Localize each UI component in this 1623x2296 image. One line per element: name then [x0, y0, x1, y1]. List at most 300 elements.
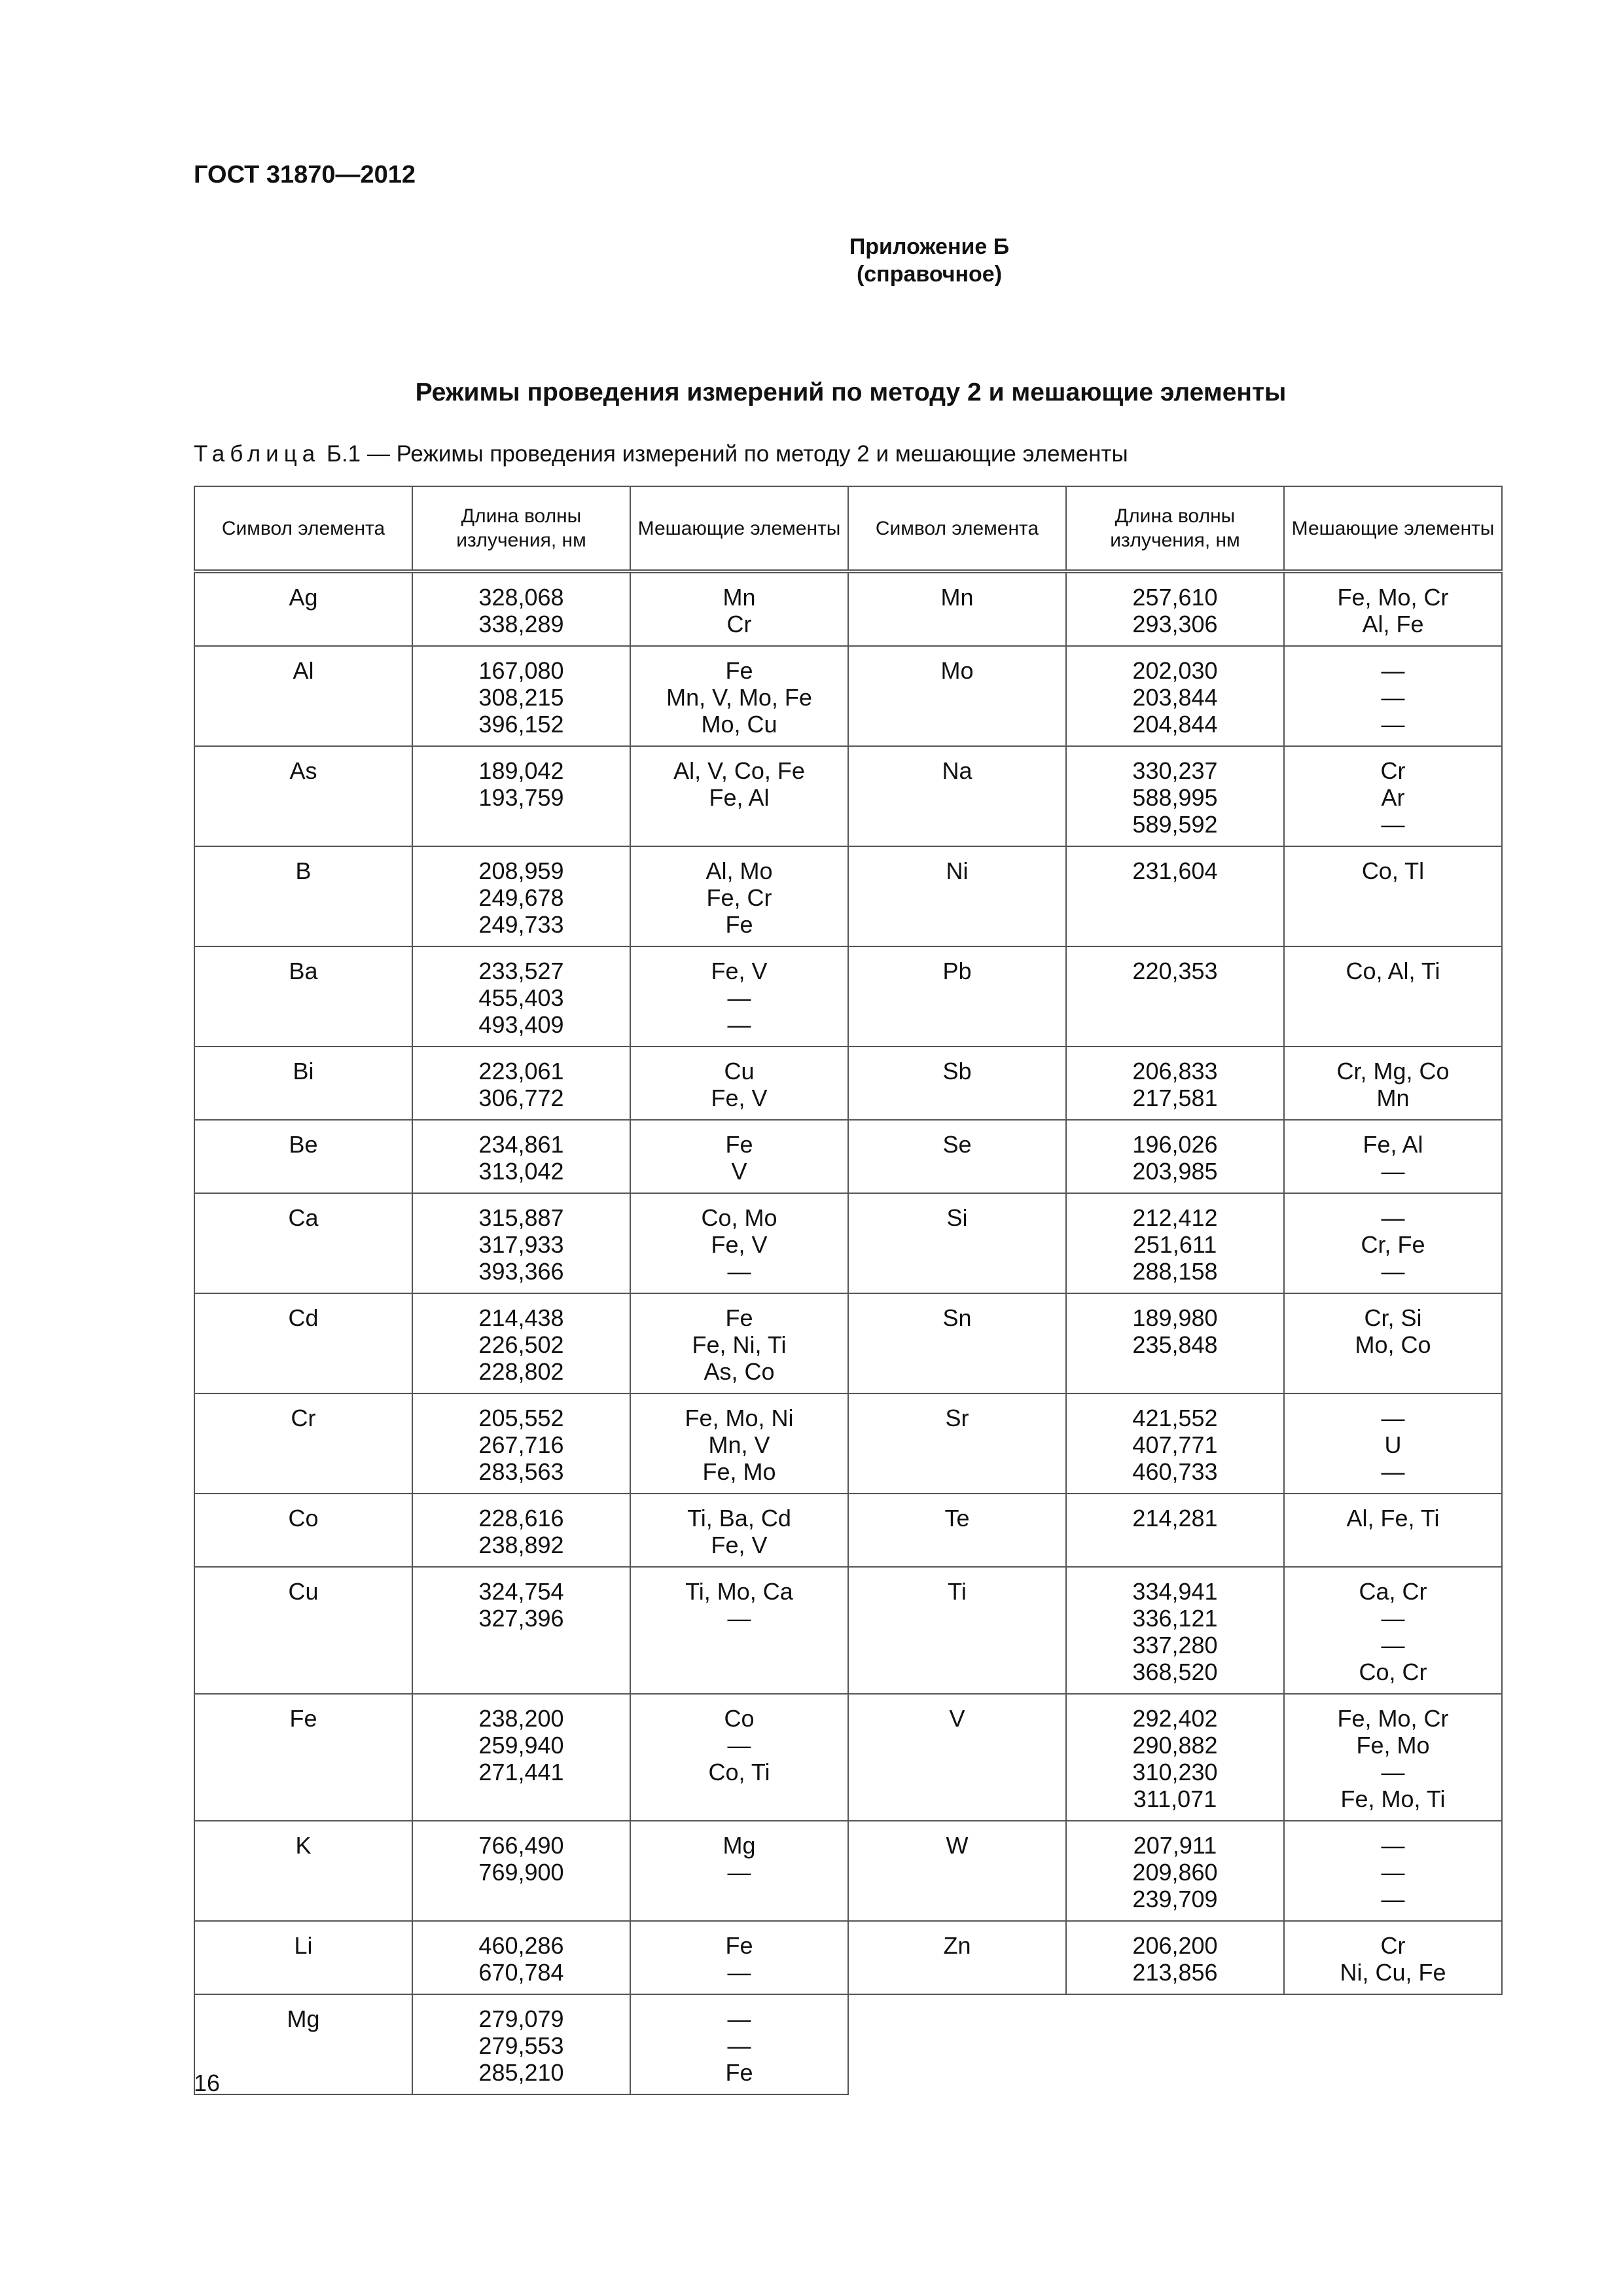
element-symbol-cell [194, 1120, 412, 1193]
element-symbol: Bi [293, 1058, 314, 1085]
interfering-value: Fe, Ni, Ti [692, 1331, 787, 1358]
element-symbol: Fe [289, 1705, 317, 1732]
wavelength-cell [1066, 571, 1284, 646]
wavelength-value: 493,409 [478, 1011, 564, 1038]
interfering-value: Fe, Al [1363, 1131, 1423, 1158]
interfering-cell [630, 746, 848, 846]
element-symbol: Sn [942, 1304, 972, 1331]
element-symbol-cell [194, 646, 412, 746]
wavelength-value: 223,061 [478, 1058, 564, 1085]
wavelength-value: 220,353 [1132, 958, 1218, 984]
interfering-cell [630, 1921, 848, 1994]
interfering-value: — [727, 984, 751, 1011]
interfering-value: Fe [725, 1131, 753, 1158]
element-symbol: Mo [940, 657, 974, 684]
table-row [194, 1694, 1502, 1821]
interfering-value: Ti, Ba, Cd [687, 1505, 791, 1532]
interfering-value: Co [724, 1705, 755, 1732]
element-symbol-cell [194, 1293, 412, 1393]
wavelength-value: 189,980 [1132, 1304, 1218, 1331]
wavelength-value: 311,071 [1133, 1785, 1217, 1812]
wavelength-value: 328,068 [478, 584, 564, 611]
table-row [194, 646, 1502, 746]
table-row [194, 1821, 1502, 1921]
wavelength-cell [412, 1821, 630, 1921]
element-symbol: W [946, 1832, 969, 1859]
element-symbol-cell [194, 746, 412, 846]
wavelength-value: 315,887 [478, 1204, 564, 1231]
interfering-value: Fe [725, 911, 753, 938]
column-header: Символ элемента [194, 486, 412, 571]
interfering-value: — [727, 1258, 751, 1285]
interfering-value: Fe, V [711, 1231, 768, 1258]
interfering-cell [630, 1293, 848, 1393]
element-symbol-cell [848, 1921, 1066, 1994]
wavelength-cell [1066, 1293, 1284, 1393]
table-row [194, 1567, 1502, 1694]
element-symbol-cell [848, 1047, 1066, 1120]
wavelength-value: 249,678 [478, 884, 564, 911]
table-caption-text: Б.1 — Режимы проведения измерений по методу 2 и мешающие элементы [326, 441, 1128, 467]
wavelength-cell [412, 1921, 630, 1994]
element-symbol: Be [289, 1131, 318, 1158]
element-symbol-cell [194, 1821, 412, 1921]
interfering-cell [1284, 1694, 1502, 1821]
wavelength-value: 670,784 [478, 1959, 564, 1986]
interfering-value: Ar [1381, 784, 1405, 811]
table-row [194, 1994, 1502, 2094]
wavelength-value: 238,892 [478, 1532, 564, 1558]
wavelength-value: 251,611 [1133, 1231, 1217, 1258]
element-symbol: Ag [289, 584, 318, 611]
element-symbol-cell [194, 1193, 412, 1293]
wavelength-value: 228,616 [478, 1505, 564, 1532]
interfering-value: Al, V, Co, Fe [673, 757, 805, 784]
interfering-value: Al, Fe [1362, 611, 1424, 637]
wavelength-value: 208,959 [478, 857, 564, 884]
wavelength-cell [412, 646, 630, 746]
wavelength-value: 285,210 [478, 2059, 564, 2086]
interfering-value: Mn [1376, 1085, 1410, 1111]
interfering-cell [1284, 1047, 1502, 1120]
wavelength-cell [1066, 1120, 1284, 1193]
interfering-value: Fe, V [711, 958, 768, 984]
wavelength-value: 205,552 [478, 1405, 564, 1431]
element-symbol-cell [848, 846, 1066, 946]
interfering-value: Fe, V [711, 1085, 768, 1111]
wavelength-value: 207,911 [1133, 1832, 1217, 1859]
interfering-value: — [1381, 1605, 1405, 1632]
element-symbol-cell [194, 946, 412, 1047]
wavelength-value: 209,860 [1132, 1859, 1218, 1886]
element-symbol: Co [288, 1505, 319, 1532]
interfering-value: Fe [725, 1304, 753, 1331]
interfering-value: Fe [725, 1932, 753, 1959]
interfering-value: Mo, Co [1355, 1331, 1431, 1358]
element-symbol-cell [848, 571, 1066, 646]
wavelength-cell [412, 946, 630, 1047]
element-symbol: V [949, 1705, 965, 1732]
table-row [194, 946, 1502, 1047]
wavelength-cell [412, 1567, 630, 1694]
interfering-cell [1284, 1821, 1502, 1921]
interfering-value: Co, Al, Ti [1346, 958, 1440, 984]
interfering-value: — [1381, 1405, 1405, 1431]
wavelength-value: 588,995 [1132, 784, 1218, 811]
wavelength-cell [412, 1193, 630, 1293]
element-symbol-cell [848, 1821, 1066, 1921]
interfering-value: Fe, Mo, Ni [685, 1405, 794, 1431]
wavelength-value: 324,754 [478, 1578, 564, 1605]
wavelength-value: 293,306 [1132, 611, 1218, 637]
table-caption-label: Таблица [194, 441, 321, 467]
table-row [194, 1494, 1502, 1567]
interfering-value: — [1381, 684, 1405, 711]
interfering-cell [630, 1494, 848, 1567]
interfering-value: Cr [1380, 757, 1406, 784]
interfering-value: — [1381, 711, 1405, 738]
table-row [194, 1047, 1502, 1120]
element-symbol-cell [848, 1694, 1066, 1821]
table-row [194, 846, 1502, 946]
interfering-cell [630, 1567, 848, 1694]
interfering-value: Fe, Mo, Ti [1340, 1785, 1446, 1812]
wavelength-cell [412, 1293, 630, 1393]
wavelength-value: 396,152 [478, 711, 564, 738]
interfering-cell [1284, 571, 1502, 646]
wavelength-value: 407,771 [1132, 1431, 1218, 1458]
wavelength-value: 313,042 [478, 1158, 564, 1185]
interfering-cell [630, 646, 848, 746]
interfering-cell [630, 1047, 848, 1120]
wavelength-value: 589,592 [1132, 811, 1218, 838]
element-symbol-cell [194, 1494, 412, 1567]
appendix-title: Приложение Б [849, 234, 1010, 259]
table-row [194, 746, 1502, 846]
appendix-heading [0, 233, 1623, 288]
wavelength-value: 279,079 [478, 2005, 564, 2032]
wavelength-value: 226,502 [478, 1331, 564, 1358]
interfering-value: — [727, 1011, 751, 1038]
interfering-cell [630, 1821, 848, 1921]
interfering-value: Co, Mo [701, 1204, 777, 1231]
element-symbol-cell [848, 1293, 1066, 1393]
empty-cell [1066, 1994, 1284, 2094]
element-symbol-cell [848, 746, 1066, 846]
interfering-value: — [1381, 1886, 1405, 1912]
element-symbol: Cd [288, 1304, 319, 1331]
interfering-value: — [1381, 1258, 1405, 1285]
element-symbol: Si [946, 1204, 968, 1231]
wavelength-value: 259,940 [478, 1732, 564, 1759]
element-symbol-cell [848, 1494, 1066, 1567]
table-body [194, 571, 1502, 2094]
wavelength-cell [412, 1694, 630, 1821]
interfering-cell [1284, 1193, 1502, 1293]
element-symbol: Ni [946, 857, 969, 884]
interfering-value: Fe, Mo, Cr [1337, 584, 1449, 611]
interfering-value: Al, Mo [705, 857, 773, 884]
column-header: Мешающие элементы [630, 486, 848, 571]
element-symbol: B [295, 857, 312, 884]
wavelength-value: 368,520 [1132, 1659, 1218, 1685]
interfering-cell [630, 946, 848, 1047]
interfering-cell [1284, 946, 1502, 1047]
element-symbol: Cr [291, 1405, 316, 1431]
interfering-cell [630, 571, 848, 646]
interfering-cell [630, 1393, 848, 1494]
table-row [194, 1921, 1502, 1994]
element-symbol-cell [194, 1567, 412, 1694]
wavelength-value: 212,412 [1132, 1204, 1218, 1231]
interfering-cell [1284, 1120, 1502, 1193]
interfering-value: — [1381, 1632, 1405, 1659]
table-row [194, 1120, 1502, 1193]
interfering-value: Mn, V [708, 1431, 770, 1458]
table-row [194, 571, 1502, 646]
wavelength-cell [1066, 1694, 1284, 1821]
wavelength-value: 337,280 [1132, 1632, 1218, 1659]
element-symbol: Ti [948, 1578, 967, 1605]
interfering-value: Ni, Cu, Fe [1340, 1959, 1446, 1986]
interfering-value: Fe [725, 657, 753, 684]
interfering-value: — [727, 1732, 751, 1759]
element-symbol-cell [848, 946, 1066, 1047]
element-symbol: Mg [287, 2005, 320, 2032]
wavelength-value: 231,604 [1132, 857, 1218, 884]
wavelength-value: 460,286 [478, 1932, 564, 1959]
wavelength-cell [1066, 746, 1284, 846]
wavelength-cell [1066, 1393, 1284, 1494]
column-header: Мешающие элементы [1284, 486, 1502, 571]
wavelength-value: 238,200 [478, 1705, 564, 1732]
page-number: 16 [194, 2070, 221, 2096]
interfering-value: Al, Fe, Ti [1346, 1505, 1440, 1532]
table-row [194, 1393, 1502, 1494]
interfering-value: — [1381, 1859, 1405, 1886]
interfering-cell [1284, 846, 1502, 946]
interfering-value: Mn [722, 584, 756, 611]
table-row [194, 1293, 1502, 1393]
wavelength-value: 233,527 [478, 958, 564, 984]
element-symbol-cell [194, 1921, 412, 1994]
wavelength-value: 336,121 [1132, 1605, 1218, 1632]
interfering-value: Cr [726, 611, 752, 637]
interfering-value: Fe, Mo [702, 1458, 776, 1485]
wavelength-value: 271,441 [478, 1759, 564, 1785]
wavelength-value: 193,759 [478, 784, 564, 811]
interfering-value: — [727, 1605, 751, 1632]
empty-cell [848, 1994, 1066, 2094]
wavelength-value: 279,553 [478, 2032, 564, 2059]
interfering-cell [630, 1120, 848, 1193]
interfering-value: Cr [1380, 1932, 1406, 1959]
table-caption [194, 441, 1128, 467]
wavelength-value: 455,403 [478, 984, 564, 1011]
wavelength-cell [412, 1047, 630, 1120]
wavelength-value: 292,402 [1132, 1705, 1218, 1732]
wavelength-value: 217,581 [1132, 1085, 1218, 1111]
column-header: Длина волны излучения, нм [412, 486, 630, 571]
wavelength-value: 267,716 [478, 1431, 564, 1458]
interfering-value: Mo, Cu [701, 711, 777, 738]
wavelength-cell [412, 1120, 630, 1193]
interfering-value: As, Co [704, 1358, 775, 1385]
wavelength-value: 249,733 [478, 911, 564, 938]
wavelength-cell [412, 1494, 630, 1567]
element-symbol: Sb [942, 1058, 972, 1085]
wavelength-cell [1066, 1047, 1284, 1120]
interfering-value: — [1381, 811, 1405, 838]
wavelength-cell [1066, 1193, 1284, 1293]
element-symbol: Li [294, 1932, 313, 1959]
element-symbol-cell [848, 1567, 1066, 1694]
interfering-value: — [1381, 1204, 1405, 1231]
interfering-value: Co, Cr [1359, 1659, 1427, 1685]
element-symbol: Ba [289, 958, 318, 984]
wavelength-value: 306,772 [478, 1085, 564, 1111]
interfering-value: — [1381, 1832, 1405, 1859]
element-symbol-cell [194, 571, 412, 646]
wavelength-value: 317,933 [478, 1231, 564, 1258]
element-symbol-cell [194, 1994, 412, 2094]
wavelength-value: 204,844 [1132, 711, 1218, 738]
element-symbol: Al [293, 657, 314, 684]
wavelength-cell [1066, 1494, 1284, 1567]
wavelength-value: 214,281 [1132, 1505, 1218, 1532]
wavelength-cell [1066, 1567, 1284, 1694]
wavelength-cell [1066, 646, 1284, 746]
wavelength-value: 235,848 [1132, 1331, 1218, 1358]
interfering-value: Fe, Al [709, 784, 770, 811]
section-title: Режимы проведения измерений по методу 2 и мешающие элементы [415, 378, 1287, 406]
wavelength-value: 334,941 [1132, 1578, 1218, 1605]
wavelength-value: 330,237 [1132, 757, 1218, 784]
element-symbol-cell [194, 1393, 412, 1494]
wavelength-cell [1066, 946, 1284, 1047]
interfering-value: Cr, Fe [1361, 1231, 1425, 1258]
wavelength-value: 234,861 [478, 1131, 564, 1158]
wavelength-cell [1066, 846, 1284, 946]
interfering-value: — [727, 1959, 751, 1986]
interfering-value: Fe, Mo [1356, 1732, 1430, 1759]
wavelength-value: 288,158 [1132, 1258, 1218, 1285]
interfering-cell [630, 1994, 848, 2094]
document-id: ГОСТ 31870—2012 [194, 161, 416, 188]
element-symbol: Se [942, 1131, 972, 1158]
interfering-value: — [1381, 1458, 1405, 1485]
wavelength-value: 290,882 [1132, 1732, 1218, 1759]
table-header-row [194, 486, 1502, 571]
element-symbol: Sr [945, 1405, 969, 1431]
element-symbol-cell [194, 1694, 412, 1821]
interfering-cell [1284, 1567, 1502, 1694]
element-symbol: Ca [288, 1204, 319, 1231]
wavelength-value: 206,833 [1132, 1058, 1218, 1085]
wavelength-value: 769,900 [478, 1859, 564, 1886]
column-header: Длина волны излучения, нм [1066, 486, 1284, 571]
wavelength-value: 239,709 [1132, 1886, 1218, 1912]
wavelength-value: 310,230 [1132, 1759, 1218, 1785]
interfering-cell [1284, 1921, 1502, 1994]
interfering-value: Mg [722, 1832, 756, 1859]
interfering-value: Fe, Mo, Cr [1337, 1705, 1449, 1732]
wavelength-cell [412, 1994, 630, 2094]
wavelength-value: 327,396 [478, 1605, 564, 1632]
interfering-cell [630, 1193, 848, 1293]
wavelength-value: 196,026 [1132, 1131, 1218, 1158]
wavelength-value: 189,042 [478, 757, 564, 784]
interfering-value: Fe [725, 2059, 753, 2086]
wavelength-value: 421,552 [1132, 1405, 1218, 1431]
element-symbol: K [295, 1832, 312, 1859]
element-symbol-cell [848, 1193, 1066, 1293]
element-symbol: Mn [940, 584, 974, 611]
element-symbol: Te [944, 1505, 970, 1532]
interfering-value: — [1381, 1759, 1405, 1785]
element-symbol: As [289, 757, 317, 784]
wavelength-value: 338,289 [478, 611, 564, 637]
appendix-subtitle: (справочное) [856, 262, 1003, 287]
interfering-value: Fe, Cr [706, 884, 772, 911]
interfering-value: Cu [724, 1058, 755, 1085]
interfering-cell [1284, 746, 1502, 846]
wavelength-value: 257,610 [1132, 584, 1218, 611]
interfering-value: Ti, Mo, Ca [685, 1578, 793, 1605]
element-symbol: Cu [288, 1578, 319, 1605]
wavelength-value: 283,563 [478, 1458, 564, 1485]
table-row [194, 1193, 1502, 1293]
wavelength-value: 228,802 [478, 1358, 564, 1385]
interfering-value: Fe, V [711, 1532, 768, 1558]
wavelength-value: 203,844 [1132, 684, 1218, 711]
wavelength-value: 206,200 [1132, 1932, 1218, 1959]
wavelength-cell [412, 571, 630, 646]
interfering-value: Ca, Cr [1359, 1578, 1427, 1605]
interfering-value: Mn, V, Mo, Fe [666, 684, 812, 711]
interfering-cell [1284, 1293, 1502, 1393]
element-symbol-cell [848, 1393, 1066, 1494]
interfering-value: Cr, Mg, Co [1336, 1058, 1450, 1085]
measurement-table [194, 486, 1503, 2095]
element-symbol-cell [848, 646, 1066, 746]
wavelength-value: 460,733 [1132, 1458, 1218, 1485]
wavelength-cell [412, 1393, 630, 1494]
element-symbol-cell [194, 846, 412, 946]
wavelength-cell [1066, 1821, 1284, 1921]
column-header: Символ элемента [848, 486, 1066, 571]
interfering-value: — [727, 2005, 751, 2032]
interfering-cell [1284, 1494, 1502, 1567]
wavelength-value: 214,438 [478, 1304, 564, 1331]
wavelength-cell [412, 746, 630, 846]
element-symbol: Na [942, 757, 972, 784]
element-symbol: Pb [942, 958, 972, 984]
interfering-value: — [1381, 657, 1405, 684]
interfering-cell [1284, 1393, 1502, 1494]
interfering-value: — [727, 2032, 751, 2059]
wavelength-value: 766,490 [478, 1832, 564, 1859]
interfering-cell [630, 1694, 848, 1821]
interfering-cell [630, 846, 848, 946]
element-symbol-cell [848, 1120, 1066, 1193]
wavelength-value: 203,985 [1132, 1158, 1218, 1185]
wavelength-cell [412, 846, 630, 946]
interfering-value: — [1381, 1158, 1405, 1185]
interfering-cell [1284, 646, 1502, 746]
interfering-value: — [727, 1859, 751, 1886]
wavelength-value: 167,080 [478, 657, 564, 684]
